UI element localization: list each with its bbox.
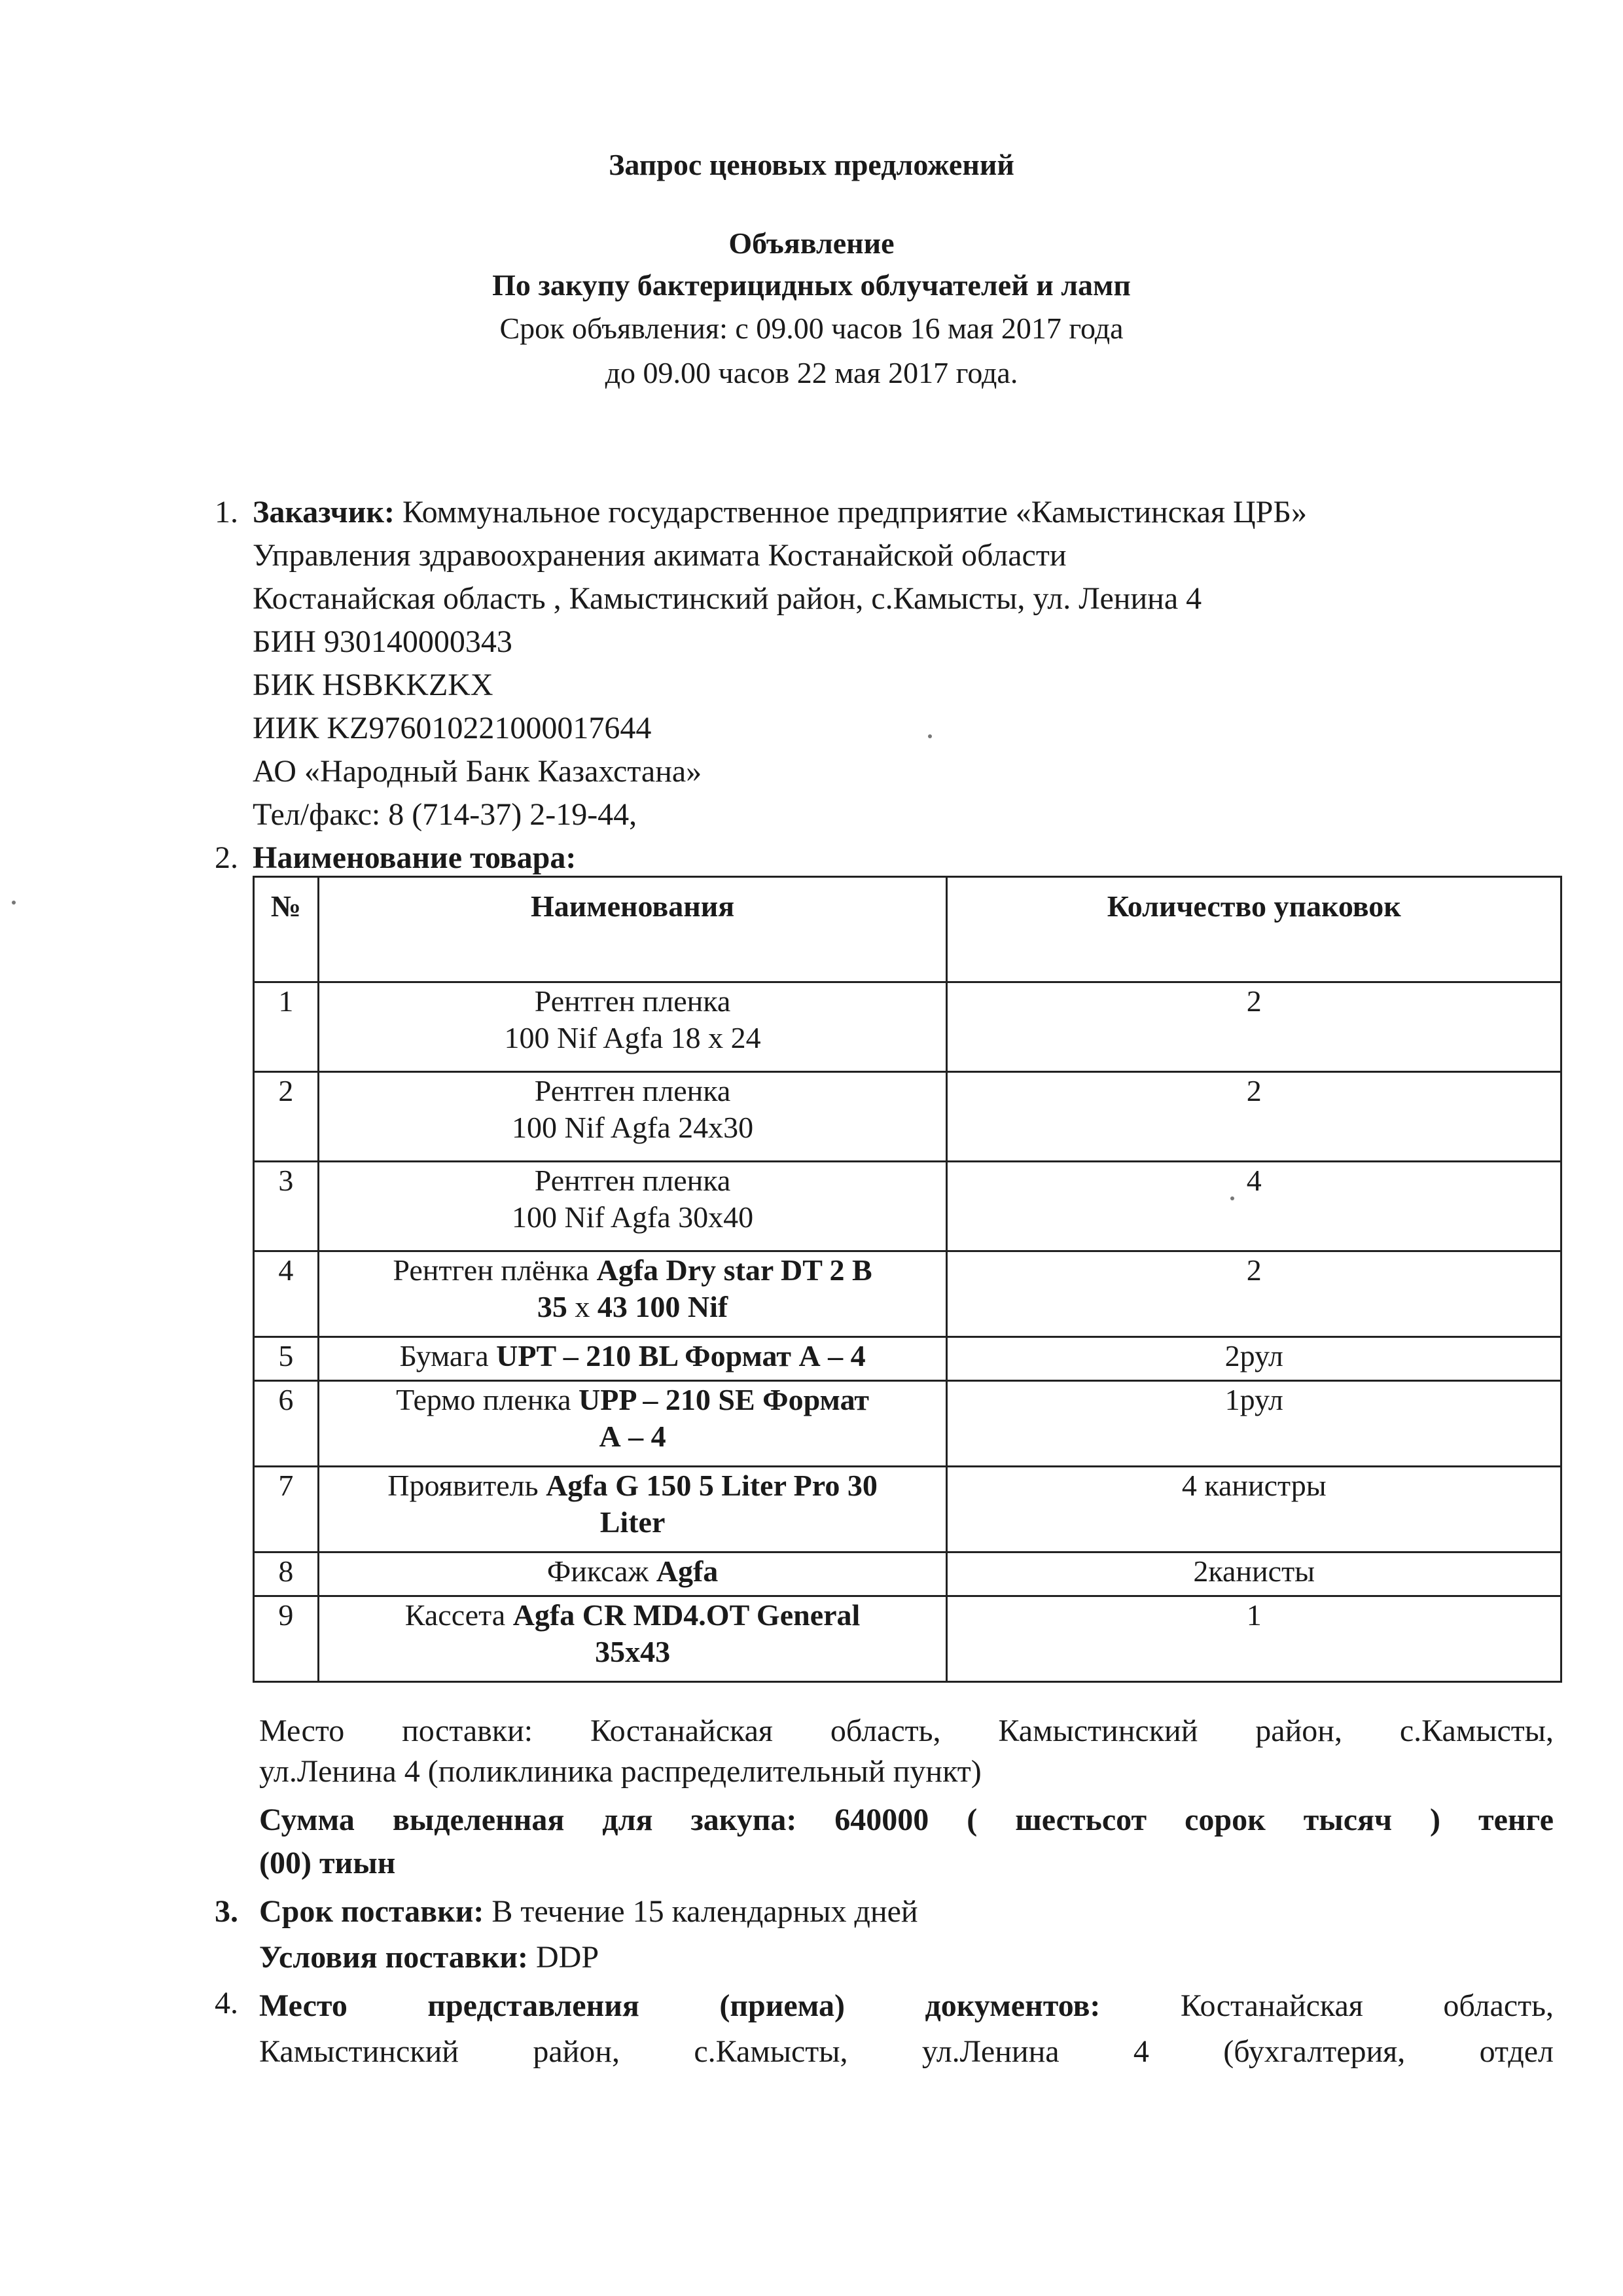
table-row — [254, 1596, 1561, 1682]
row-name — [318, 982, 947, 1072]
table-row — [254, 1381, 1561, 1467]
goods-label: Наименование товара: — [253, 840, 577, 875]
row-name — [318, 1162, 947, 1251]
scan-speck — [12, 901, 16, 905]
row-name-bold: Agfa G 150 5 Liter Pro 30 — [546, 1469, 878, 1502]
customer-department: Управления здравоохранения акимата Костанайской области — [253, 538, 1067, 573]
row-name-part: 35 — [537, 1290, 575, 1323]
announcement-period-end: до 09.00 часов 22 мая 2017 года. — [605, 356, 1018, 389]
row-quantity: 1 — [947, 1596, 1561, 1682]
row-name-line — [319, 1289, 946, 1325]
customer-line — [253, 492, 1307, 533]
table-row — [254, 1251, 1561, 1337]
row-name-bold: UPT – 210 BL Формат А – 4 — [496, 1339, 866, 1372]
row-name-line: 100 Nif Agfa 24x30 — [511, 1111, 754, 1144]
documents-place-value: Костанайская область, — [1100, 1988, 1554, 2023]
row-number: 2 — [254, 1072, 319, 1162]
row-quantity: 1рул — [947, 1381, 1561, 1467]
row-name-line: Рентген пленка — [534, 984, 731, 1018]
row-name-line: 100 Nif Agfa 18 х 24 — [504, 1021, 761, 1054]
table-row — [254, 1552, 1561, 1596]
customer-address: Костанайская область , Камыстинский район, с.Камысты, ул. Ленина 4 — [253, 581, 1202, 616]
header-quantity: Количество упаковок — [947, 877, 1561, 982]
row-name-prefix: Проявитель — [387, 1469, 546, 1502]
goods-table — [253, 876, 1562, 1683]
row-quantity: 2 — [947, 1251, 1561, 1337]
delivery-conditions-label: Условия поставки: — [259, 1940, 528, 1975]
delivery-conditions-line — [259, 1937, 599, 1978]
announcement-period-start: Срок объявления: с 09.00 часов 16 мая 2017 года — [499, 312, 1124, 345]
delivery-term-value: В течение 15 календарных дней — [484, 1894, 918, 1929]
row-name-prefix: Рентген плёнка — [393, 1253, 597, 1287]
scan-speck — [1230, 1196, 1234, 1200]
row-name-part: x — [575, 1290, 590, 1323]
row-number: 6 — [254, 1381, 319, 1467]
customer-bik: БИК HSBKKZKX — [253, 668, 493, 702]
row-name — [318, 1467, 947, 1552]
table-header-row — [254, 877, 1561, 982]
row-name-line — [319, 1467, 946, 1504]
announcement-subject: По закупу бактерицидных облучателей и ламп — [492, 268, 1131, 302]
row-name-prefix: Фиксаж — [546, 1554, 656, 1588]
table-row — [254, 1162, 1561, 1251]
row-quantity: 2канисты — [947, 1552, 1561, 1596]
customer-phone: Тел/факс: 8 (714-37) 2-19-44, — [253, 797, 637, 832]
row-name-bold: UPP – 210 SE Формат — [579, 1383, 869, 1416]
document-title: Запрос ценовых предложений — [609, 148, 1014, 181]
customer-label: Заказчик: — [253, 495, 395, 529]
table-row — [254, 1337, 1561, 1381]
scan-speck — [928, 734, 932, 738]
table-row — [254, 982, 1561, 1072]
row-number: 5 — [254, 1337, 319, 1381]
row-name-part: 43 100 Nif — [590, 1290, 728, 1323]
section-2-number: 2. — [215, 840, 238, 875]
documents-place-label: Место представления (приема) документов: — [259, 1988, 1101, 2023]
section-1-number: 1. — [215, 495, 238, 529]
row-quantity: 2рул — [947, 1337, 1561, 1381]
row-name-line: Рентген пленка — [534, 1074, 731, 1107]
row-name — [318, 1381, 947, 1467]
row-name-prefix: Кассета — [404, 1598, 513, 1632]
row-number: 3 — [254, 1162, 319, 1251]
header-name: Наименования — [318, 877, 947, 982]
customer-bin: БИН 930140000343 — [253, 624, 512, 659]
row-name-bold: Agfa — [656, 1554, 719, 1588]
documents-place-line1 — [259, 1983, 1554, 2029]
row-number: 8 — [254, 1552, 319, 1596]
row-name-line: Liter — [599, 1505, 666, 1539]
customer-iik: ИИК KZ976010221000017644 — [253, 711, 652, 745]
row-name-bold: Agfa CR MD4.OT General — [512, 1598, 861, 1632]
row-name-prefix: Термо пленка — [396, 1383, 579, 1416]
delivery-place-line2: ул.Ленина 4 (поликлиника распределительный пункт) — [259, 1754, 982, 1789]
delivery-place-line1: Место поставки: Костанайская область, Камыстинский район, с.Камысты, — [259, 1713, 1554, 1748]
row-number: 1 — [254, 982, 319, 1072]
row-name — [318, 1251, 947, 1337]
row-name-line: А – 4 — [599, 1420, 666, 1453]
customer-name: Коммунальное государственное предприятие «Камыстинская ЦРБ» — [394, 495, 1307, 529]
row-name — [318, 1596, 947, 1682]
table-row — [254, 1072, 1561, 1162]
documents-place-line2: Камыстинский район, с.Камысты, ул.Ленина 4 (бухгалтерия, отдел — [259, 2034, 1554, 2069]
row-name-line — [319, 1252, 946, 1289]
row-quantity: 2 — [947, 1072, 1561, 1162]
row-name-line — [319, 1382, 946, 1418]
row-name-bold: Agfa Dry star DT 2 B — [596, 1253, 872, 1287]
row-number: 9 — [254, 1596, 319, 1682]
row-name-line — [319, 1553, 946, 1590]
delivery-term-line — [259, 1892, 918, 1932]
row-name-prefix: Бумага — [399, 1339, 497, 1372]
announcement-heading: Объявление — [728, 226, 895, 260]
delivery-term-label: Срок поставки: — [259, 1894, 484, 1929]
row-quantity: 4 — [947, 1162, 1561, 1251]
row-number: 7 — [254, 1467, 319, 1552]
budget-sum-line1: Сумма выделенная для закупа: 640000 ( шестьсот сорок тысяч ) тенге — [259, 1803, 1554, 1837]
table-row — [254, 1467, 1561, 1552]
section-4-number: 4. — [215, 1986, 238, 2020]
customer-bank: АО «Народный Банк Казахстана» — [253, 754, 702, 789]
row-name-line: 35x43 — [595, 1635, 671, 1668]
row-name — [318, 1552, 947, 1596]
row-name-line — [319, 1338, 946, 1374]
row-quantity: 4 канистры — [947, 1467, 1561, 1552]
row-quantity: 2 — [947, 982, 1561, 1072]
header-number: № — [254, 877, 319, 982]
row-name — [318, 1337, 947, 1381]
delivery-conditions-value: DDP — [527, 1940, 599, 1975]
row-number: 4 — [254, 1251, 319, 1337]
row-name-line — [319, 1597, 946, 1634]
row-name-line: 100 Nif Agfa 30x40 — [511, 1200, 754, 1234]
row-name — [318, 1072, 947, 1162]
section-3-number: 3. — [215, 1894, 238, 1929]
row-name-line: Рентген пленка — [534, 1164, 731, 1197]
budget-sum-line2: (00) тиын — [259, 1846, 396, 1880]
